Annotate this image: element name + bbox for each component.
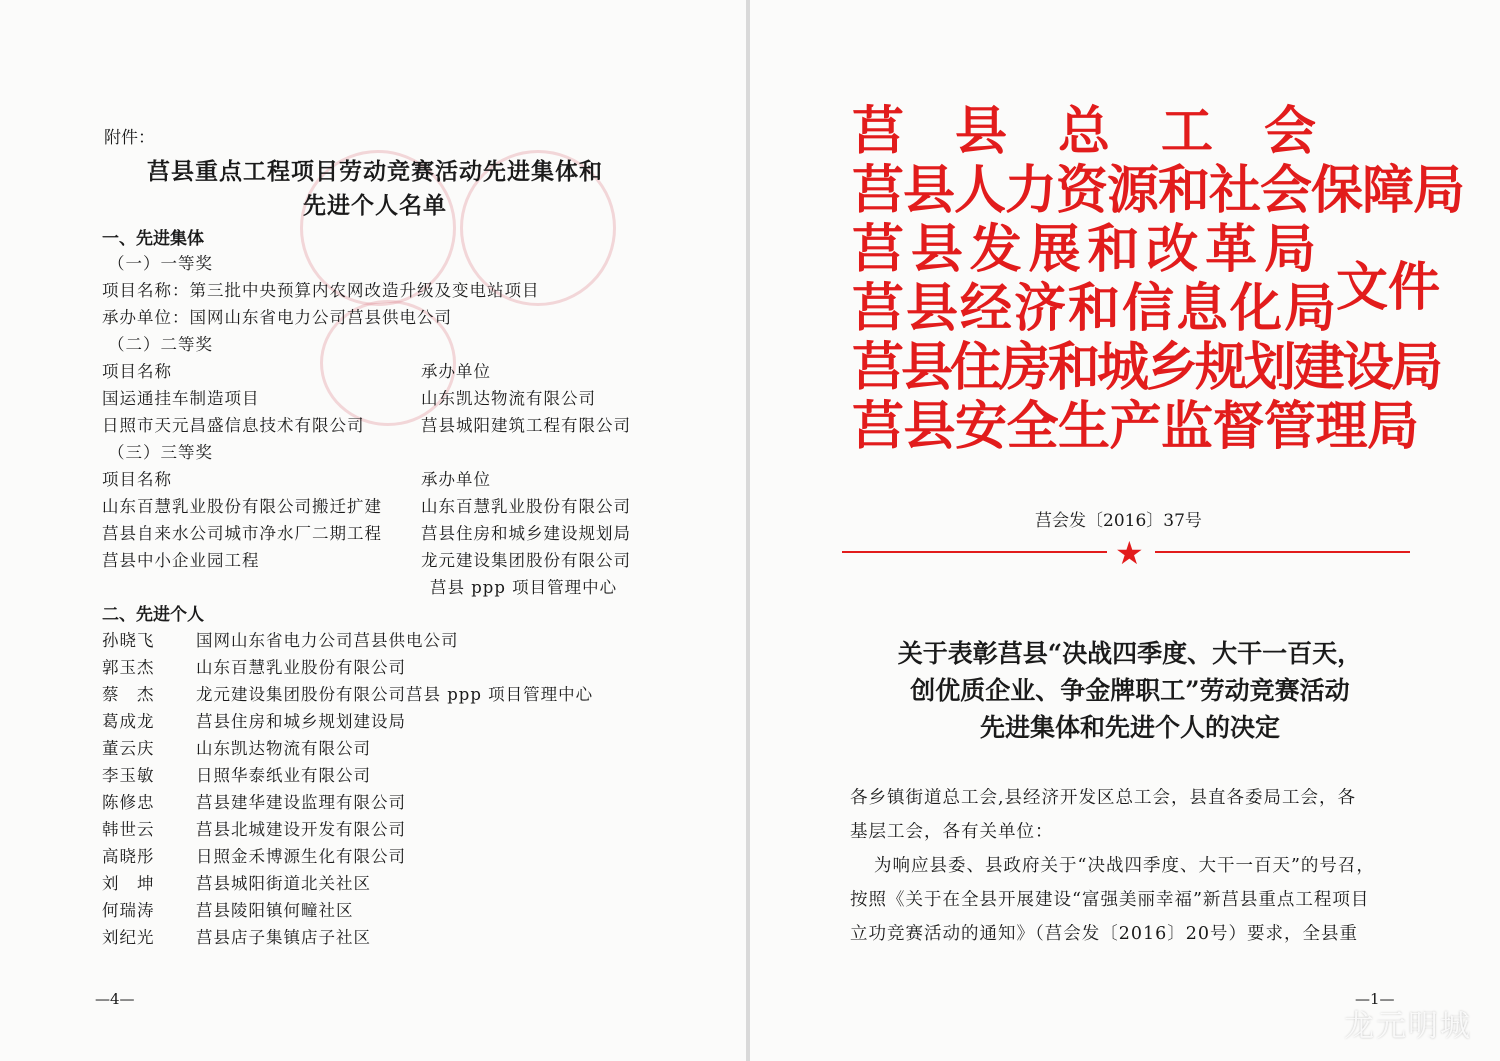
table-row-unit: 莒县城阳建筑工程有限公司 bbox=[421, 416, 631, 435]
individual-name: 陈修忠 bbox=[102, 793, 155, 812]
table-row-unit: 山东百慧乳业股份有限公司 bbox=[421, 497, 631, 516]
individual-org: 莒县城阳街道北关社区 bbox=[196, 874, 371, 893]
individual-org: 国网山东省电力公司莒县供电公司 bbox=[196, 631, 459, 650]
first-prize-heading: （一）一等奖 bbox=[108, 254, 213, 273]
individual-name: 何瑞涛 bbox=[102, 901, 155, 920]
body-paragraph-line: 立功竞赛活动的通知》（莒会发〔2016〕20号）要求，全县重 bbox=[850, 924, 1359, 944]
document-number: 莒会发〔2016〕37号 bbox=[1035, 511, 1202, 531]
red-divider-left bbox=[842, 551, 1107, 553]
first-prize-unit: 承办单位：国网山东省电力公司莒县供电公司 bbox=[102, 308, 452, 327]
issuer-line: 莒县发展和改革局 bbox=[852, 219, 1318, 280]
individual-name: 刘 坤 bbox=[102, 874, 155, 893]
decision-title-line3: 先进集体和先进个人的决定 bbox=[979, 713, 1280, 742]
document-suffix: 文件 bbox=[1336, 257, 1441, 318]
table-row-project: 国运通挂车制造项目 bbox=[102, 389, 260, 408]
individual-org: 莒县建华建设监理有限公司 bbox=[196, 793, 406, 812]
decision-title-line2: 创优质企业、争金牌职工”劳动竞赛活动 bbox=[910, 676, 1350, 705]
individual-name: 董云庆 bbox=[102, 739, 155, 758]
individual-name: 李玉敏 bbox=[102, 766, 155, 785]
table-row-project: 莒县中小企业园工程 bbox=[102, 551, 260, 570]
body-paragraph-line: 各乡镇街道总工会,县经济开发区总工会，县直各委局工会，各 bbox=[850, 788, 1357, 808]
individual-name: 孙晓飞 bbox=[102, 631, 155, 650]
table-row-project: 莒县自来水公司城市净水厂二期工程 bbox=[102, 524, 382, 543]
table-row-project: 山东百慧乳业股份有限公司搬迁扩建 bbox=[102, 497, 382, 516]
star-icon: ★ bbox=[1115, 534, 1144, 572]
individual-org: 日照华泰纸业有限公司 bbox=[196, 766, 371, 785]
page-number: —1— bbox=[1355, 990, 1395, 1008]
individual-name: 葛成龙 bbox=[102, 712, 155, 731]
table-row-unit: 莒县 ppp 项目管理中心 bbox=[430, 578, 618, 597]
third-prize-heading: （三）三等奖 bbox=[108, 443, 213, 462]
decision-title-line1: 关于表彰莒县“决战四季度、大干一百天， bbox=[897, 639, 1363, 668]
individual-org: 莒县住房和城乡规划建设局 bbox=[196, 712, 406, 731]
watermark: 龙元明城 bbox=[1344, 1009, 1472, 1044]
table-row-unit: 山东凯达物流有限公司 bbox=[421, 389, 596, 408]
list-title-line2: 先进个人名单 bbox=[303, 192, 447, 219]
issuer-line: 莒县住房和城乡规划建设局 bbox=[852, 337, 1441, 398]
individual-org: 日照金禾博源生化有限公司 bbox=[196, 847, 406, 866]
individual-name: 蔡 杰 bbox=[102, 685, 155, 704]
section-individuals: 二、先进个人 bbox=[102, 605, 204, 625]
individual-name: 高晓彤 bbox=[102, 847, 155, 866]
attachment-label: 附件： bbox=[104, 128, 155, 148]
first-prize-project: 项目名称：第三批中央预算内农网改造升级及变电站项目 bbox=[102, 281, 540, 300]
table-row-unit: 莒县住房和城乡建设规划局 bbox=[421, 524, 631, 543]
page-number: —4— bbox=[95, 990, 135, 1008]
left-page bbox=[0, 0, 746, 1061]
individual-org: 莒县陵阳镇何疃社区 bbox=[196, 901, 354, 920]
individual-org: 莒县店子集镇店子社区 bbox=[196, 928, 371, 947]
second-prize-heading: （二）二等奖 bbox=[108, 335, 213, 354]
individual-org: 莒县北城建设开发有限公司 bbox=[196, 820, 406, 839]
issuer-line: 莒县经济和信息化局 bbox=[852, 278, 1339, 339]
column-unit-header: 承办单位 bbox=[421, 470, 491, 489]
individual-org: 山东百慧乳业股份有限公司 bbox=[196, 658, 406, 677]
table-row-unit: 龙元建设集团股份有限公司 bbox=[421, 551, 631, 570]
table-row-project: 日照市天元昌盛信息技术有限公司 bbox=[102, 416, 365, 435]
list-title-line1: 莒县重点工程项目劳动竞赛活动先进集体和 bbox=[147, 158, 603, 185]
column-unit-header: 承办单位 bbox=[421, 362, 491, 381]
issuer-line: 莒县人力资源和社会保障局 bbox=[852, 160, 1465, 221]
individual-name: 韩世云 bbox=[102, 820, 155, 839]
red-divider-right bbox=[1155, 551, 1410, 553]
body-paragraph-line: 按照《关于在全县开展建设“富强美丽幸福”新莒县重点工程项目 bbox=[850, 890, 1370, 910]
issuer-line: 莒县总工会 bbox=[852, 101, 1318, 162]
individual-name: 郭玉杰 bbox=[102, 658, 155, 677]
column-project-header: 项目名称 bbox=[102, 470, 172, 489]
individual-name: 刘纪光 bbox=[102, 928, 155, 947]
section-collective: 一、先进集体 bbox=[102, 229, 204, 249]
column-project-header: 项目名称 bbox=[102, 362, 172, 381]
body-paragraph-line: 为响应县委、县政府关于“决战四季度、大干一百天”的号召， bbox=[874, 856, 1375, 876]
individual-org: 山东凯达物流有限公司 bbox=[196, 739, 371, 758]
individual-org: 龙元建设集团股份有限公司莒县 ppp 项目管理中心 bbox=[196, 685, 594, 704]
issuer-line: 莒县安全生产监督管理局 bbox=[852, 396, 1419, 457]
body-paragraph-line: 基层工会，各有关单位： bbox=[850, 822, 1054, 842]
